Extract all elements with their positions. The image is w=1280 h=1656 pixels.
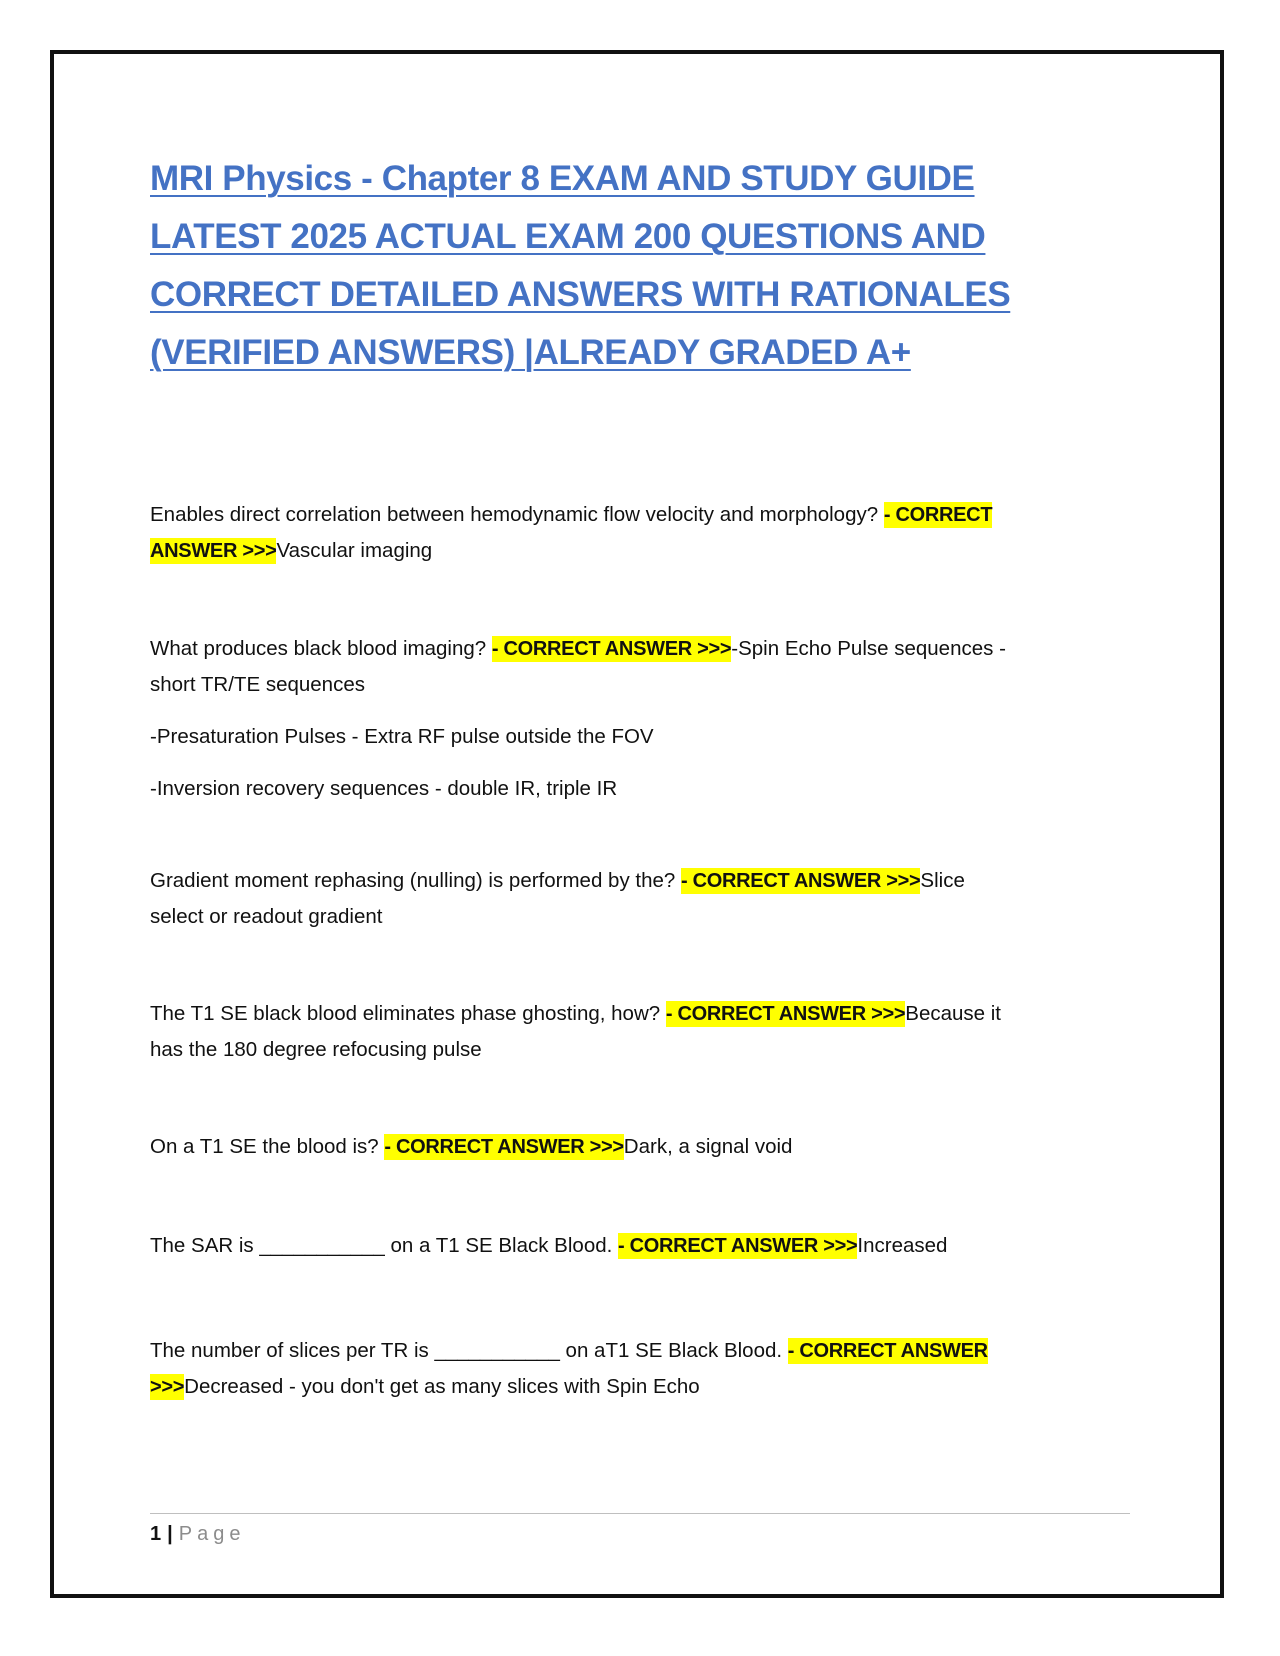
qa-4-line-1 [150,996,1130,1032]
correct-answer-marker: ANSWER >>> [150,540,277,562]
title-line-1: MRI Physics - Chapter 8 EXAM AND STUDY GUIDE [150,159,975,198]
qa-1-line-1 [150,497,1130,533]
qa-7-line-1 [150,1333,1130,1369]
answer-text: -Spin Echo Pulse sequences - [731,637,1006,660]
qa-1-line-2 [150,533,1130,569]
page-label: Page [178,1523,246,1545]
qa-item-3 [150,863,1130,934]
title-line-2: LATEST 2025 ACTUAL EXAM 200 QUESTIONS AND [150,217,986,256]
title-line-3: CORRECT DETAILED ANSWERS WITH RATIONALES [150,275,1011,314]
page-footer [150,1520,245,1548]
answer-text: Because it [905,1002,1001,1025]
answer-text: Vascular imaging [276,539,433,562]
qa-4-line-2: has the 180 degree refocusing pulse [150,1038,482,1061]
answer-text: Slice [920,869,965,892]
qa-3-line-2: select or readout gradient [150,905,383,928]
correct-answer-marker: - CORRECT ANSWER >>> [491,638,732,660]
qa-2-line-1 [150,631,1130,667]
qa-item-7 [150,1333,1130,1405]
correct-answer-marker: - CORRECT ANSWER >>> [384,1136,624,1158]
answer-extra-2: -Inversion recovery sequences - double IR, triple IR [150,777,618,800]
qa-6-line-1 [150,1228,1130,1264]
footer-separator: | [167,1523,173,1545]
question-text: The number of slices per TR is ___________ on aT1 SE Black Blood. [150,1339,788,1362]
correct-answer-marker: - CORRECT ANSWER [787,1340,988,1362]
correct-answer-marker: - CORRECT ANSWER >>> [618,1235,858,1257]
correct-answer-marker: >>> [150,1376,185,1398]
question-text: The T1 SE black blood eliminates phase ghosting, how? [150,1002,666,1025]
qa-3-line-1 [150,863,1130,899]
qa-item-4 [150,996,1130,1067]
qa-5-line-1 [150,1129,1130,1165]
question-text: Gradient moment rephasing (nulling) is performed by the? [150,869,681,892]
title-line-4: (VERIFIED ANSWERS) |ALREADY GRADED A+ [150,333,911,372]
qa-item-1 [150,497,1130,569]
correct-answer-marker: - CORRECT [883,504,993,526]
document-title[interactable] [150,150,1070,382]
qa-item-5 [150,1129,1130,1165]
answer-text: Increased [857,1234,948,1257]
question-text: The SAR is ___________ on a T1 SE Black Blood. [150,1234,619,1257]
page-number: 1 [150,1523,162,1545]
answer-extra-1: -Presaturation Pulses - Extra RF pulse outside the FOV [150,725,654,748]
answer-text: Decreased - you don't get as many slices with Spin Echo [184,1375,700,1398]
qa-2-line-2: short TR/TE sequences [150,673,365,696]
qa-item-6 [150,1228,1130,1264]
footer-divider [150,1513,1130,1514]
correct-answer-marker: - CORRECT ANSWER >>> [665,1003,906,1025]
qa-7-line-2 [150,1369,1130,1405]
qa-item-2 [150,631,1130,806]
question-text: What produces black blood imaging? [150,637,492,660]
question-text: Enables direct correlation between hemodynamic flow velocity and morphology? [150,503,884,526]
question-text: On a T1 SE the blood is? [150,1135,385,1158]
correct-answer-marker: - CORRECT ANSWER >>> [681,870,921,892]
answer-text: Dark, a signal void [623,1135,793,1158]
